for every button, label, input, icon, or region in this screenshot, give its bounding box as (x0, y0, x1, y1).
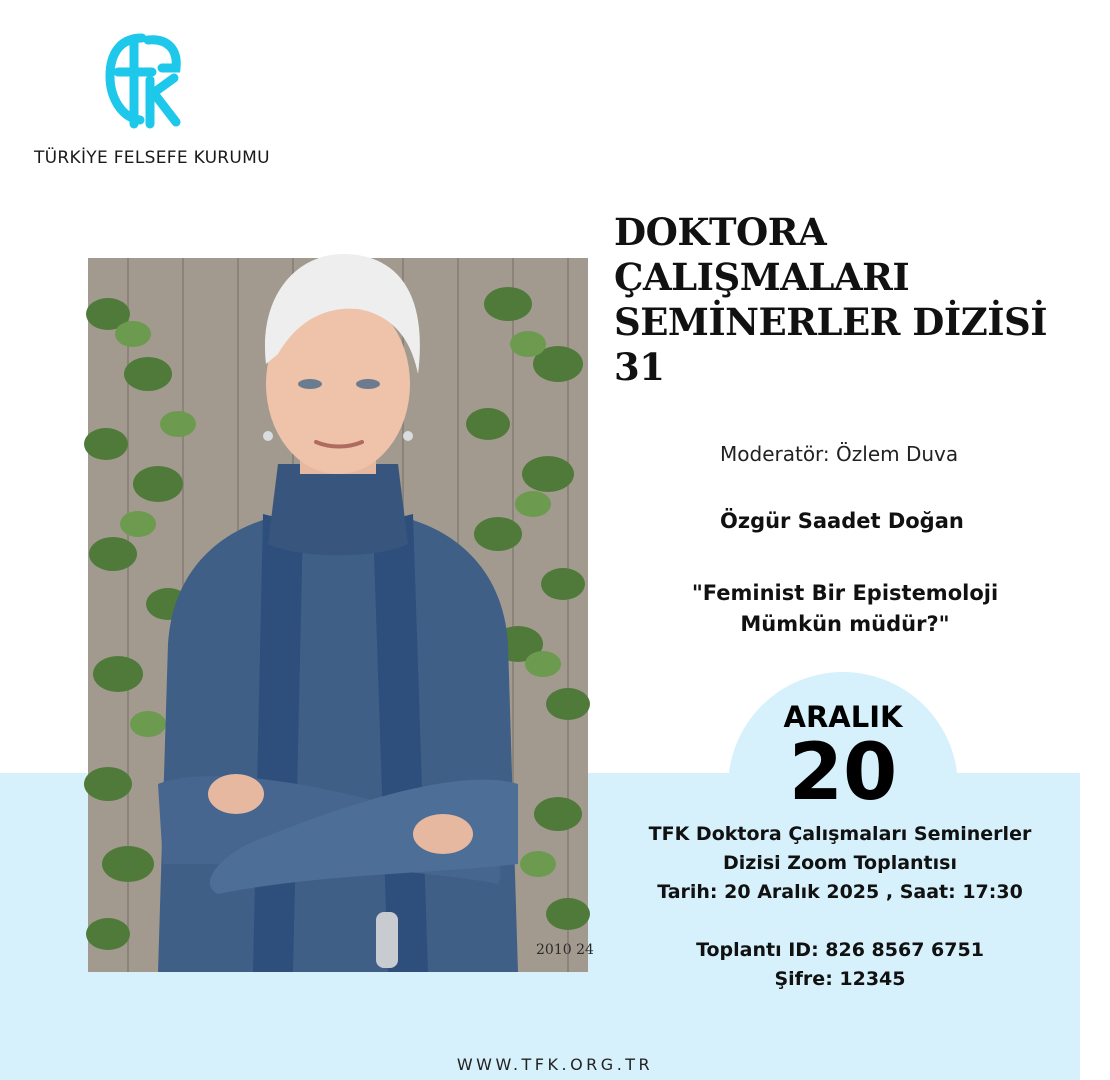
title-line: 31 (614, 345, 665, 389)
moderator-text: Moderatör: Özlem Duva (720, 442, 959, 466)
organization-name: TÜRKİYE FELSEFE KURUMU (34, 148, 270, 168)
date-day: 20 (788, 728, 898, 818)
talk-title-line: Mümkün müdür?" (740, 612, 950, 636)
date-month: ARALIK (783, 700, 903, 734)
meeting-line: TFK Doktora Çalışmaları Seminerler (648, 823, 1032, 845)
meeting-line: Dizisi Zoom Toplantısı (723, 852, 957, 874)
tfk-logo (104, 32, 184, 128)
title-line: SEMİNERLER DİZİSİ (614, 300, 1048, 344)
portrait-signature: 2010 24 (536, 942, 594, 958)
title-line: DOKTORA (614, 210, 827, 254)
meeting-line: Tarih: 20 Aralık 2025 , Saat: 17:30 (657, 881, 1023, 903)
meeting-id: Toplantı ID: 826 8567 6751 (696, 939, 984, 961)
title-line: ÇALIŞMALARI (614, 255, 910, 299)
meeting-credentials (640, 936, 1040, 994)
meeting-details (640, 820, 1040, 907)
talk-title-line: "Feminist Bir Epistemoloji (691, 581, 999, 605)
speaker-name: Özgür Saadet Doğan (720, 509, 964, 533)
speaker-portrait (88, 224, 594, 972)
meeting-password: Şifre: 12345 (774, 968, 906, 990)
website-link[interactable]: WWW.TFK.ORG.TR (456, 1055, 654, 1074)
talk-title (660, 578, 1030, 640)
seminar-series-title (614, 210, 1054, 390)
